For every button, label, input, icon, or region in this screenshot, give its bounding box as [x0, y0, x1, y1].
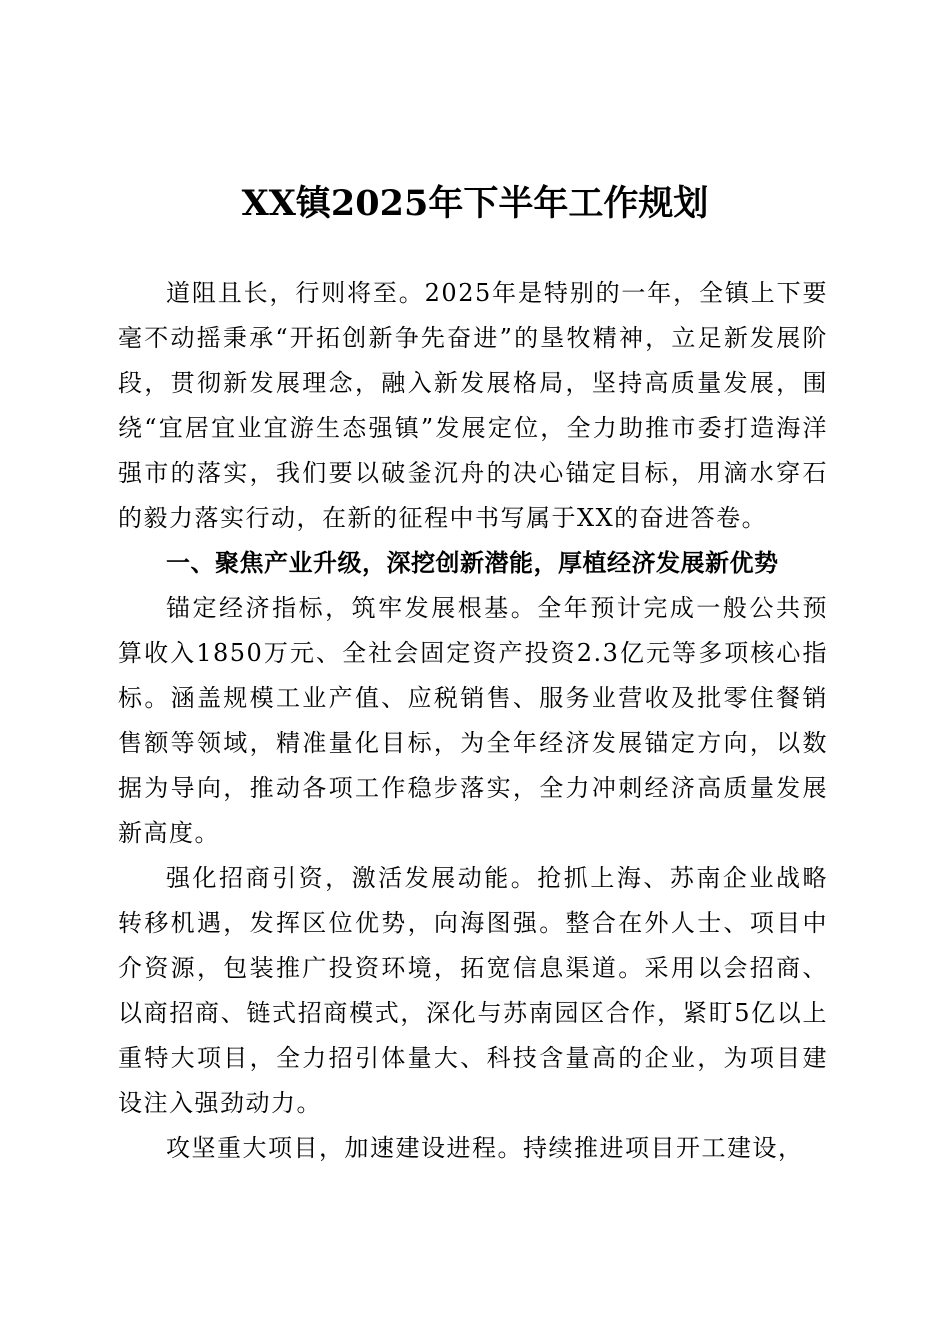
body-paragraph: 攻坚重大项目，加速建设进程。持续推进项目开工建设，	[166, 1134, 804, 1162]
document-body	[118, 271, 828, 1171]
document-title: XX镇2025年下半年工作规划	[241, 183, 709, 224]
body-paragraph: 锚定经济指标，筑牢发展根基。全年预计完成一般公共预算收入1850万元、全社会固定资产投资2.3亿元等多项核心指标。涵盖规模工业产值、应税销售、服务业营收及批零住餐销售额等领域，精准量化目标，为全年经济发展锚定方向，以数据为导向，推动各项工作稳步落实，全力冲刺经济高质量发展新高度。	[118, 594, 828, 847]
section-heading-1: 一、聚焦产业升级，深挖创新潜能，厚植经济发展新优势	[166, 549, 779, 577]
body-paragraph: 强化招商引资，激活发展动能。抢抓上海、苏南企业战略转移机遇，发挥区位优势，向海图强。整合在外人士、项目中介资源，包装推广投资环境，拓宽信息渠道。采用以会招商、以商招商、链式招商模式，深化与苏南园区合作，紧盯5亿以上重特大项目，全力招引体量大、科技含量高的企业，为项目建设注入强劲动力。	[118, 864, 828, 1117]
intro-paragraph: 道阻且长，行则将至。2025年是特别的一年，全镇上下要毫不动摇秉承“开拓创新争先奋进”的垦牧精神，立足新发展阶段，贯彻新发展理念，融入新发展格局，坚持高质量发展，围绕“宜居宜业宜游生态强镇”发展定位，全力助推市委打造海洋强市的落实，我们要以破釜沉舟的决心锚定目标，用滴水穿石的毅力落实行动，在新的征程中书写属于XX的奋进答卷。	[118, 279, 828, 532]
